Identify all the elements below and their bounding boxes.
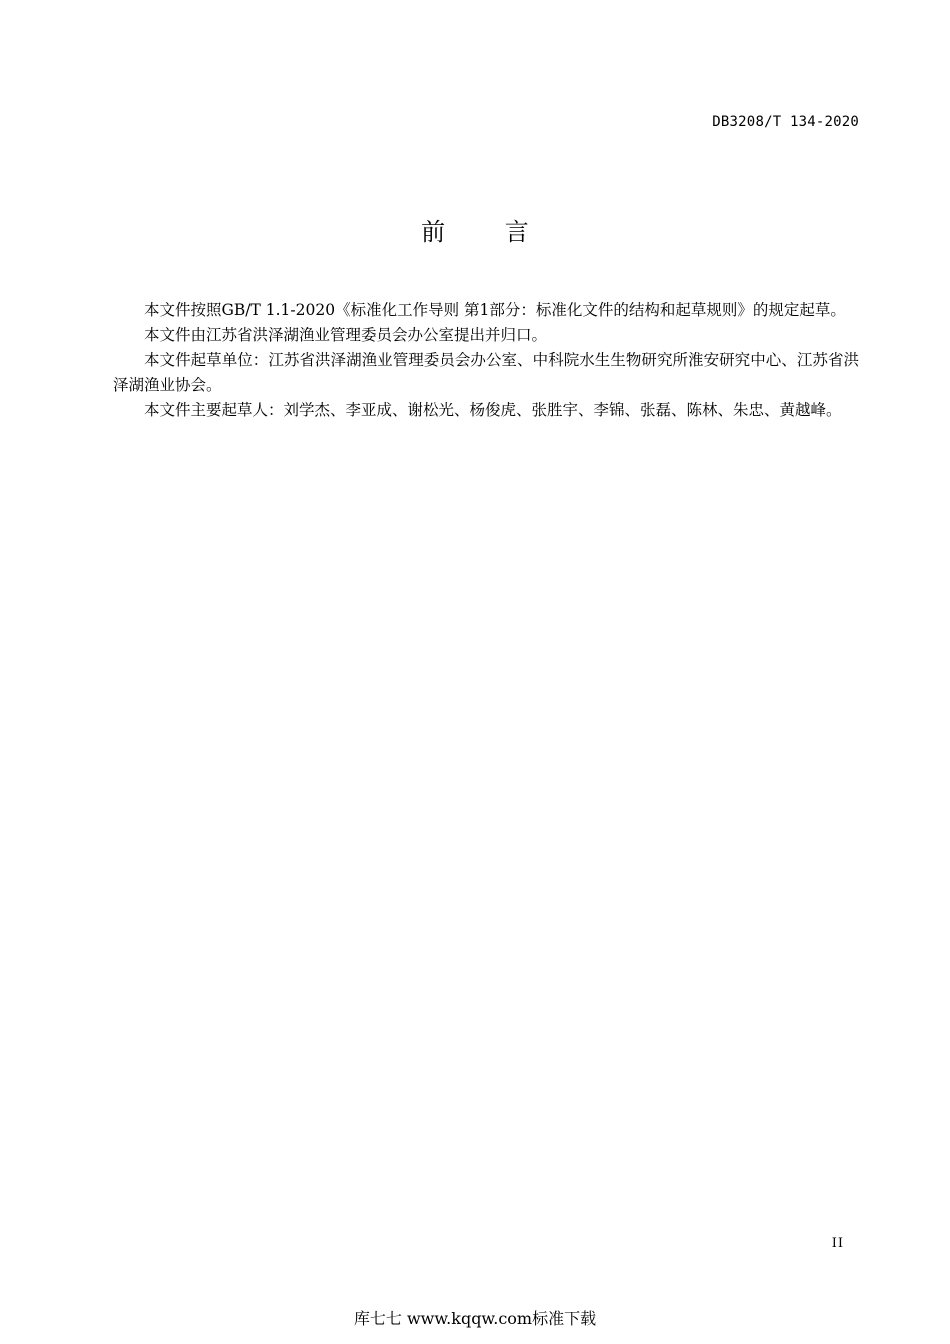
paragraph-drafting-units: 本文件起草单位：江苏省洪泽湖渔业管理委员会办公室、中科院水生生物研究所淮安研究中心、江苏省洪泽湖渔业协会。 — [113, 351, 859, 394]
page-number: II — [831, 1236, 844, 1251]
paragraph-drafters: 本文件主要起草人：刘学杰、李亚成、谢松光、杨俊虎、张胜宇、李锦、张磊、陈林、朱忠、黄越峰。 — [144, 401, 842, 419]
document-code: DB3208/T 134-2020 — [712, 114, 859, 130]
page-title: 前 言 — [421, 218, 555, 246]
watermark-text: 库七七 www.kqqw.com标准下载 — [353, 1309, 597, 1328]
paragraph-proposer: 本文件由江苏省洪泽湖渔业管理委员会办公室提出并归口。 — [144, 326, 548, 344]
preface-body — [113, 298, 859, 423]
paragraph-drafting-rules: 本文件按照GB/T 1.1-2020《标准化工作导则 第1部分：标准化文件的结构和起草规则》的规定起草。 — [144, 301, 846, 319]
